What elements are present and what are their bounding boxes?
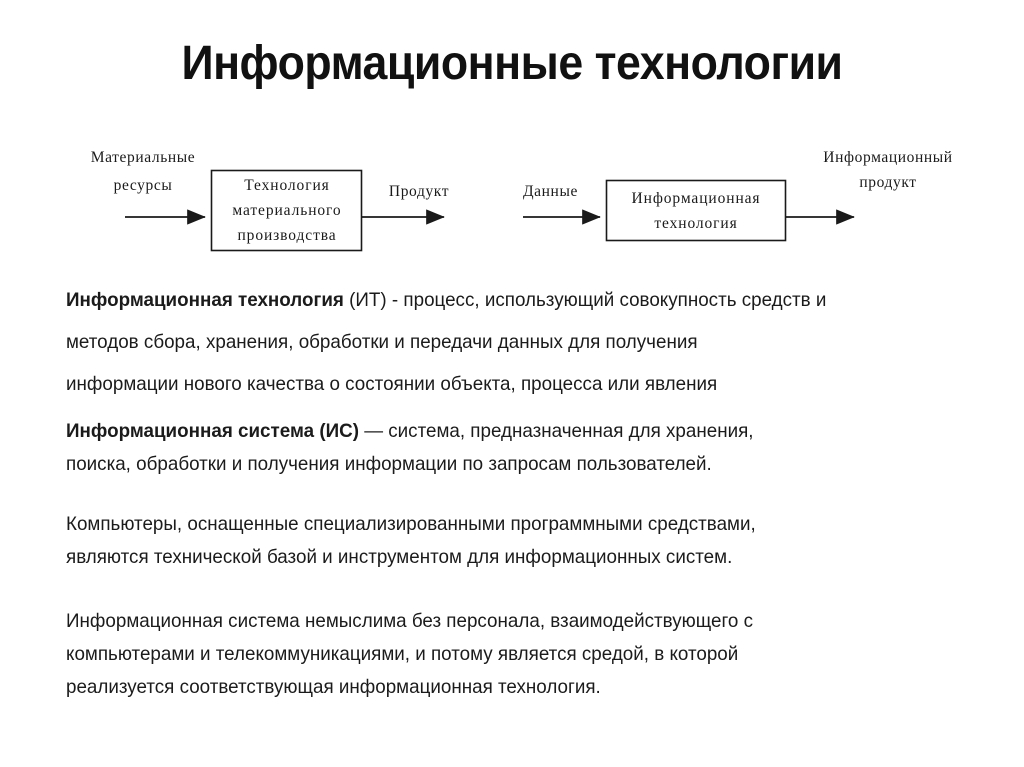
- paragraph-line: [66, 415, 959, 448]
- material-box-label-line3: производства: [237, 227, 337, 244]
- paragraph-line: методов сбора, хранения, обработки и передачи данных для получения: [66, 331, 698, 353]
- information-input-label: Данные: [523, 183, 578, 200]
- paragraph-line: являются технической базой и инструментом для информационных систем.: [66, 546, 733, 568]
- definition-it-line1-rest: (ИТ) - процесс, использующий совокупность средств и: [343, 289, 827, 311]
- material-output-label: Продукт: [388, 183, 450, 200]
- paragraph-line: информации нового качества о состоянии объекта, процесса или явления: [66, 373, 718, 395]
- material-input-label-line2: ресурсы: [113, 177, 173, 194]
- information-output-label-line1: Информационный: [823, 149, 953, 166]
- page-title: Информационные технологии: [181, 37, 843, 90]
- definition-is-line1-rest: — система, предназначенная для хранения,: [358, 420, 754, 442]
- paragraph-computers: [66, 508, 959, 574]
- material-input-label-line1: Материальные: [90, 149, 196, 166]
- paragraph-line: Компьютеры, оснащенные специализированными программными средствами,: [66, 513, 756, 535]
- information-box-label-line2: технология: [654, 215, 738, 232]
- term-information-system: Информационная система (ИС): [66, 420, 359, 442]
- paragraph-line: компьютерами и телекоммуникациями, и потому является средой, в которой: [66, 643, 739, 665]
- paragraph-definition-is: [66, 415, 959, 481]
- information-box-label-line1: Информационная: [631, 190, 761, 207]
- term-information-technology: Информационная технология: [66, 289, 344, 311]
- paragraph-definition-it: [66, 279, 959, 405]
- paragraph-line: Информационная система немыслима без персонала, взаимодействующего с: [66, 610, 754, 632]
- information-output-label-line2: продукт: [859, 174, 917, 191]
- paragraph-line: реализуется соответствующая информационная технология.: [66, 676, 601, 698]
- material-flow-group: [91, 149, 449, 251]
- paragraph-line: поиска, обработки и получения информации по запросам пользователей.: [66, 453, 712, 475]
- material-box-label-line1: Технология: [244, 177, 330, 194]
- paragraph-personnel: [66, 605, 959, 704]
- material-box-label-line2: материального: [232, 202, 342, 219]
- information-flow-group: [523, 149, 953, 241]
- diagram-container: [0, 0, 1024, 268]
- paragraph-line: [66, 279, 959, 321]
